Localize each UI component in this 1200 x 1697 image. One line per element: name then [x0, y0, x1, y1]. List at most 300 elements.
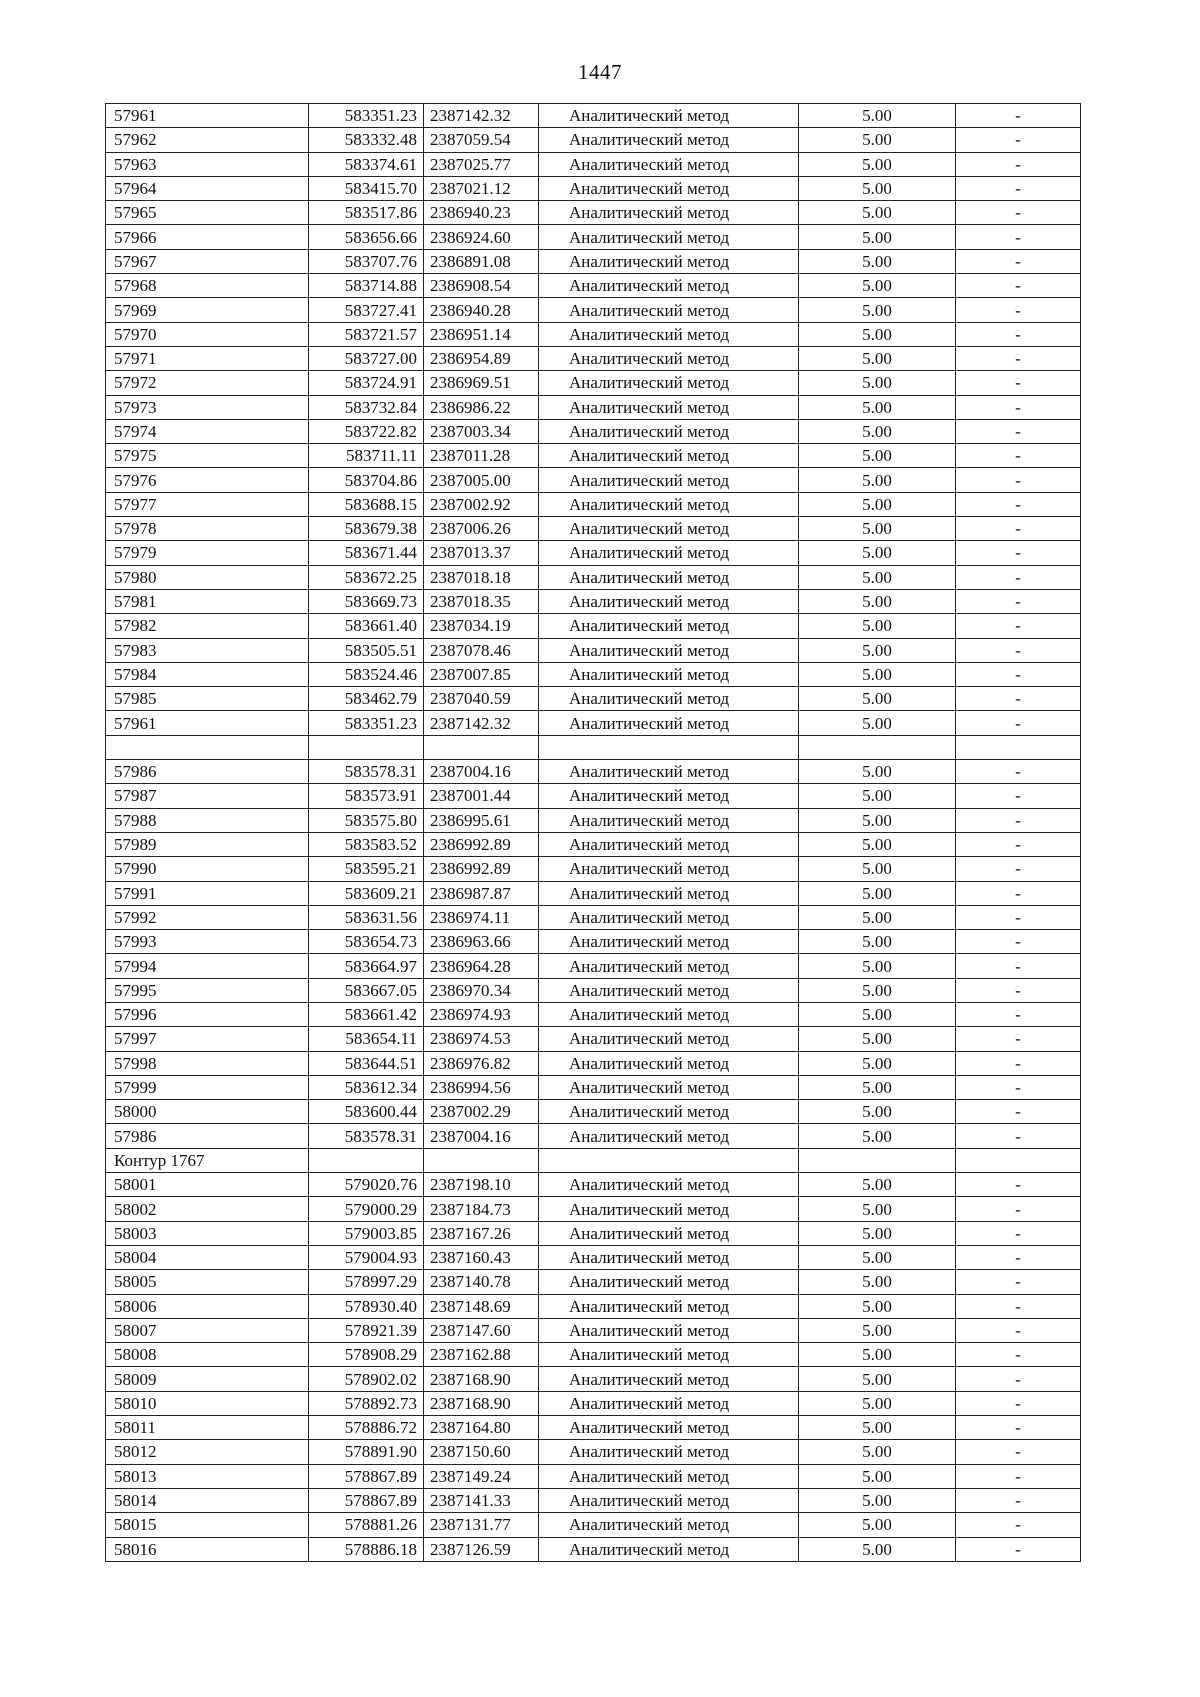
y-coordinate-cell: 2386976.82 — [424, 1051, 539, 1075]
point-id-cell: 57996 — [106, 1002, 309, 1026]
x-coordinate-cell: 583679.38 — [309, 517, 424, 541]
method-cell: Аналитический метод — [539, 565, 799, 589]
method-cell: Аналитический метод — [539, 1367, 799, 1391]
accuracy-cell: 5.00 — [799, 517, 956, 541]
x-coordinate-cell: 578930.40 — [309, 1294, 424, 1318]
point-id-cell: 57986 — [106, 1124, 309, 1148]
y-coordinate-cell: 2387160.43 — [424, 1245, 539, 1269]
method-cell: Аналитический метод — [539, 930, 799, 954]
accuracy-cell: 5.00 — [799, 1002, 956, 1026]
point-id-cell: 57965 — [106, 201, 309, 225]
point-id-cell: 57978 — [106, 517, 309, 541]
method-cell: Аналитический метод — [539, 1245, 799, 1269]
method-cell: Аналитический метод — [539, 1416, 799, 1440]
table-row — [106, 1318, 1081, 1342]
y-coordinate-cell: 2387131.77 — [424, 1513, 539, 1537]
y-coordinate-cell: 2386974.93 — [424, 1002, 539, 1026]
method-cell: Аналитический метод — [539, 905, 799, 929]
point-id-cell: 57964 — [106, 176, 309, 200]
accuracy-cell: 5.00 — [799, 808, 956, 832]
point-id-cell: 58014 — [106, 1488, 309, 1512]
x-coordinate-cell: 583351.23 — [309, 104, 424, 128]
y-coordinate-cell: 2387034.19 — [424, 614, 539, 638]
description-cell: - — [956, 1075, 1081, 1099]
x-coordinate-cell: 583524.46 — [309, 662, 424, 686]
accuracy-cell: 5.00 — [799, 1416, 956, 1440]
method-cell: Аналитический метод — [539, 857, 799, 881]
y-coordinate-cell: 2387005.00 — [424, 468, 539, 492]
point-id-cell: 57973 — [106, 395, 309, 419]
method-cell: Аналитический метод — [539, 1173, 799, 1197]
method-cell: Аналитический метод — [539, 1075, 799, 1099]
method-cell: Аналитический метод — [539, 808, 799, 832]
accuracy-cell: 5.00 — [799, 444, 956, 468]
description-cell: - — [956, 1270, 1081, 1294]
accuracy-cell: 5.00 — [799, 371, 956, 395]
x-coordinate-cell: 583671.44 — [309, 541, 424, 565]
table-row — [106, 930, 1081, 954]
x-coordinate-cell: 583727.00 — [309, 346, 424, 370]
method-cell: Аналитический метод — [539, 298, 799, 322]
y-coordinate-cell: 2387149.24 — [424, 1464, 539, 1488]
description-cell: - — [956, 225, 1081, 249]
table-row — [106, 1197, 1081, 1221]
y-coordinate-cell: 2387004.16 — [424, 760, 539, 784]
y-coordinate-cell: 2386994.56 — [424, 1075, 539, 1099]
description-cell: - — [956, 128, 1081, 152]
method-cell: Аналитический метод — [539, 881, 799, 905]
x-coordinate-cell: 583688.15 — [309, 492, 424, 516]
method-cell: Аналитический метод — [539, 978, 799, 1002]
method-cell: Аналитический метод — [539, 1391, 799, 1415]
point-id-cell: 58005 — [106, 1270, 309, 1294]
description-cell: - — [956, 614, 1081, 638]
description-cell — [956, 735, 1081, 759]
method-cell: Аналитический метод — [539, 517, 799, 541]
x-coordinate-cell: 583661.40 — [309, 614, 424, 638]
method-cell: Аналитический метод — [539, 1221, 799, 1245]
y-coordinate-cell: 2386969.51 — [424, 371, 539, 395]
table-row — [106, 298, 1081, 322]
y-coordinate-cell: 2387002.29 — [424, 1100, 539, 1124]
x-coordinate-cell: 583575.80 — [309, 808, 424, 832]
method-cell: Аналитический метод — [539, 225, 799, 249]
table-row — [106, 614, 1081, 638]
coordinates-table — [105, 103, 1081, 1562]
x-coordinate-cell: 583654.73 — [309, 930, 424, 954]
description-cell: - — [956, 1488, 1081, 1512]
method-cell: Аналитический метод — [539, 395, 799, 419]
point-id-cell: 57989 — [106, 832, 309, 856]
blank-row — [106, 735, 1081, 759]
point-id-cell: 57969 — [106, 298, 309, 322]
x-coordinate-cell: 583656.66 — [309, 225, 424, 249]
table-row — [106, 128, 1081, 152]
method-cell: Аналитический метод — [539, 322, 799, 346]
method-cell: Аналитический метод — [539, 468, 799, 492]
point-id-cell: 57979 — [106, 541, 309, 565]
x-coordinate-cell: 578867.89 — [309, 1464, 424, 1488]
description-cell: - — [956, 832, 1081, 856]
description-cell: - — [956, 881, 1081, 905]
table-row — [106, 176, 1081, 200]
accuracy-cell: 5.00 — [799, 346, 956, 370]
accuracy-cell: 5.00 — [799, 784, 956, 808]
table-row — [106, 322, 1081, 346]
x-coordinate-cell: 583631.56 — [309, 905, 424, 929]
description-cell: - — [956, 1416, 1081, 1440]
accuracy-cell: 5.00 — [799, 152, 956, 176]
y-coordinate-cell: 2387168.90 — [424, 1391, 539, 1415]
description-cell: - — [956, 346, 1081, 370]
x-coordinate-cell: 583669.73 — [309, 589, 424, 613]
description-cell: - — [956, 492, 1081, 516]
method-cell: Аналитический метод — [539, 1100, 799, 1124]
description-cell: - — [956, 638, 1081, 662]
method-cell: Аналитический метод — [539, 201, 799, 225]
x-coordinate-cell: 578902.02 — [309, 1367, 424, 1391]
method-cell: Аналитический метод — [539, 128, 799, 152]
description-cell: - — [956, 687, 1081, 711]
table-row — [106, 760, 1081, 784]
y-coordinate-cell: 2387018.18 — [424, 565, 539, 589]
point-id-cell: 57985 — [106, 687, 309, 711]
point-id-cell: 58011 — [106, 1416, 309, 1440]
table-row — [106, 346, 1081, 370]
description-cell: - — [956, 541, 1081, 565]
y-coordinate-cell: 2387147.60 — [424, 1318, 539, 1342]
table-row — [106, 468, 1081, 492]
accuracy-cell: 5.00 — [799, 1100, 956, 1124]
description-cell: - — [956, 1440, 1081, 1464]
description-cell: - — [956, 395, 1081, 419]
description-cell: - — [956, 1318, 1081, 1342]
description-cell: - — [956, 1051, 1081, 1075]
method-cell: Аналитический метод — [539, 152, 799, 176]
x-coordinate-cell: 583722.82 — [309, 419, 424, 443]
accuracy-cell: 5.00 — [799, 589, 956, 613]
point-id-cell: 57983 — [106, 638, 309, 662]
accuracy-cell: 5.00 — [799, 1173, 956, 1197]
description-cell: - — [956, 104, 1081, 128]
method-cell: Аналитический метод — [539, 1464, 799, 1488]
description-cell: - — [956, 905, 1081, 929]
table-row — [106, 1245, 1081, 1269]
y-coordinate-cell: 2386970.34 — [424, 978, 539, 1002]
method-cell: Аналитический метод — [539, 832, 799, 856]
y-coordinate-cell: 2386992.89 — [424, 857, 539, 881]
x-coordinate-cell: 583711.11 — [309, 444, 424, 468]
description-cell: - — [956, 274, 1081, 298]
accuracy-cell: 5.00 — [799, 565, 956, 589]
accuracy-cell: 5.00 — [799, 201, 956, 225]
accuracy-cell: 5.00 — [799, 662, 956, 686]
method-cell: Аналитический метод — [539, 1270, 799, 1294]
x-coordinate-cell: 583583.52 — [309, 832, 424, 856]
y-coordinate-cell — [424, 1148, 539, 1172]
method-cell: Аналитический метод — [539, 1027, 799, 1051]
table-row — [106, 1173, 1081, 1197]
accuracy-cell: 5.00 — [799, 930, 956, 954]
description-cell: - — [956, 857, 1081, 881]
description-cell: - — [956, 1124, 1081, 1148]
description-cell: - — [956, 371, 1081, 395]
y-coordinate-cell: 2387013.37 — [424, 541, 539, 565]
accuracy-cell: 5.00 — [799, 1197, 956, 1221]
y-coordinate-cell: 2387126.59 — [424, 1537, 539, 1561]
table-row — [106, 517, 1081, 541]
table-row — [106, 954, 1081, 978]
x-coordinate-cell: 583609.21 — [309, 881, 424, 905]
point-id-cell: 58010 — [106, 1391, 309, 1415]
x-coordinate-cell: 578867.89 — [309, 1488, 424, 1512]
accuracy-cell: 5.00 — [799, 274, 956, 298]
y-coordinate-cell: 2387007.85 — [424, 662, 539, 686]
description-cell: - — [956, 201, 1081, 225]
accuracy-cell: 5.00 — [799, 395, 956, 419]
y-coordinate-cell: 2387002.92 — [424, 492, 539, 516]
description-cell: - — [956, 930, 1081, 954]
point-id-cell: 57972 — [106, 371, 309, 395]
accuracy-cell: 5.00 — [799, 1488, 956, 1512]
description-cell: - — [956, 419, 1081, 443]
accuracy-cell: 5.00 — [799, 492, 956, 516]
point-id-cell: 57991 — [106, 881, 309, 905]
point-id-cell: 57974 — [106, 419, 309, 443]
x-coordinate-cell: 578886.18 — [309, 1537, 424, 1561]
x-coordinate-cell: 583332.48 — [309, 128, 424, 152]
y-coordinate-cell: 2386908.54 — [424, 274, 539, 298]
accuracy-cell — [799, 1148, 956, 1172]
accuracy-cell: 5.00 — [799, 1270, 956, 1294]
method-cell: Аналитический метод — [539, 1440, 799, 1464]
y-coordinate-cell: 2387006.26 — [424, 517, 539, 541]
table-row — [106, 711, 1081, 735]
accuracy-cell: 5.00 — [799, 687, 956, 711]
accuracy-cell: 5.00 — [799, 225, 956, 249]
method-cell: Аналитический метод — [539, 1124, 799, 1148]
accuracy-cell: 5.00 — [799, 249, 956, 273]
x-coordinate-cell: 579003.85 — [309, 1221, 424, 1245]
x-coordinate-cell: 583644.51 — [309, 1051, 424, 1075]
table-row — [106, 1221, 1081, 1245]
table-row — [106, 978, 1081, 1002]
x-coordinate-cell: 583707.76 — [309, 249, 424, 273]
method-cell: Аналитический метод — [539, 1513, 799, 1537]
method-cell: Аналитический метод — [539, 1488, 799, 1512]
description-cell: - — [956, 1100, 1081, 1124]
y-coordinate-cell: 2387025.77 — [424, 152, 539, 176]
accuracy-cell: 5.00 — [799, 832, 956, 856]
table-row — [106, 1367, 1081, 1391]
method-cell: Аналитический метод — [539, 1343, 799, 1367]
point-id-cell: 58002 — [106, 1197, 309, 1221]
y-coordinate-cell: 2387018.35 — [424, 589, 539, 613]
table-row — [106, 1513, 1081, 1537]
x-coordinate-cell: 578921.39 — [309, 1318, 424, 1342]
description-cell: - — [956, 565, 1081, 589]
x-coordinate-cell: 579004.93 — [309, 1245, 424, 1269]
y-coordinate-cell: 2386974.11 — [424, 905, 539, 929]
description-cell: - — [956, 1173, 1081, 1197]
table-row — [106, 881, 1081, 905]
accuracy-cell: 5.00 — [799, 1513, 956, 1537]
y-coordinate-cell: 2386992.89 — [424, 832, 539, 856]
table-row — [106, 1391, 1081, 1415]
point-id-cell: 57968 — [106, 274, 309, 298]
method-cell — [539, 735, 799, 759]
x-coordinate-cell: 583667.05 — [309, 978, 424, 1002]
description-cell: - — [956, 1513, 1081, 1537]
x-coordinate-cell: 583732.84 — [309, 395, 424, 419]
description-cell: - — [956, 322, 1081, 346]
table-row — [106, 1270, 1081, 1294]
method-cell: Аналитический метод — [539, 662, 799, 686]
point-id-cell: 57967 — [106, 249, 309, 273]
description-cell: - — [956, 784, 1081, 808]
y-coordinate-cell: 2386987.87 — [424, 881, 539, 905]
x-coordinate-cell: 578997.29 — [309, 1270, 424, 1294]
description-cell: - — [956, 711, 1081, 735]
method-cell: Аналитический метод — [539, 760, 799, 784]
table-row — [106, 1075, 1081, 1099]
table-row — [106, 1002, 1081, 1026]
table-row — [106, 662, 1081, 686]
x-coordinate-cell: 583517.86 — [309, 201, 424, 225]
table-row — [106, 1537, 1081, 1561]
point-id-cell — [106, 735, 309, 759]
accuracy-cell: 5.00 — [799, 1051, 956, 1075]
accuracy-cell: 5.00 — [799, 1464, 956, 1488]
table-row — [106, 225, 1081, 249]
method-cell — [539, 1148, 799, 1172]
description-cell: - — [956, 249, 1081, 273]
point-id-cell: 57992 — [106, 905, 309, 929]
accuracy-cell: 5.00 — [799, 1124, 956, 1148]
accuracy-cell: 5.00 — [799, 1367, 956, 1391]
x-coordinate-cell: 578891.90 — [309, 1440, 424, 1464]
method-cell: Аналитический метод — [539, 1002, 799, 1026]
y-coordinate-cell: 2387140.78 — [424, 1270, 539, 1294]
method-cell: Аналитический метод — [539, 371, 799, 395]
point-id-cell: 58015 — [106, 1513, 309, 1537]
accuracy-cell: 5.00 — [799, 419, 956, 443]
table-row — [106, 152, 1081, 176]
table-row — [106, 1051, 1081, 1075]
x-coordinate-cell: 583721.57 — [309, 322, 424, 346]
y-coordinate-cell: 2387164.80 — [424, 1416, 539, 1440]
x-coordinate-cell: 578881.26 — [309, 1513, 424, 1537]
point-id-cell: 57998 — [106, 1051, 309, 1075]
accuracy-cell: 5.00 — [799, 905, 956, 929]
method-cell: Аналитический метод — [539, 104, 799, 128]
accuracy-cell: 5.00 — [799, 468, 956, 492]
point-id-cell: 58016 — [106, 1537, 309, 1561]
description-cell: - — [956, 1027, 1081, 1051]
point-id-cell: 57971 — [106, 346, 309, 370]
x-coordinate-cell: 583612.34 — [309, 1075, 424, 1099]
y-coordinate-cell: 2387141.33 — [424, 1488, 539, 1512]
accuracy-cell: 5.00 — [799, 1537, 956, 1561]
y-coordinate-cell: 2386951.14 — [424, 322, 539, 346]
table-row — [106, 808, 1081, 832]
x-coordinate-cell: 583714.88 — [309, 274, 424, 298]
method-cell: Аналитический метод — [539, 419, 799, 443]
accuracy-cell: 5.00 — [799, 541, 956, 565]
table-row — [106, 541, 1081, 565]
point-id-cell: 57970 — [106, 322, 309, 346]
point-id-cell: 57999 — [106, 1075, 309, 1099]
y-coordinate-cell: 2387059.54 — [424, 128, 539, 152]
description-cell: - — [956, 176, 1081, 200]
accuracy-cell: 5.00 — [799, 1294, 956, 1318]
method-cell: Аналитический метод — [539, 274, 799, 298]
method-cell: Аналитический метод — [539, 346, 799, 370]
table-row — [106, 419, 1081, 443]
point-id-cell: 58008 — [106, 1343, 309, 1367]
method-cell: Аналитический метод — [539, 444, 799, 468]
description-cell: - — [956, 1294, 1081, 1318]
y-coordinate-cell: 2386963.66 — [424, 930, 539, 954]
point-id-cell: 57981 — [106, 589, 309, 613]
accuracy-cell: 5.00 — [799, 954, 956, 978]
method-cell: Аналитический метод — [539, 492, 799, 516]
accuracy-cell: 5.00 — [799, 638, 956, 662]
point-id-cell: 57975 — [106, 444, 309, 468]
point-id-cell: 57980 — [106, 565, 309, 589]
y-coordinate-cell: 2387150.60 — [424, 1440, 539, 1464]
table-row — [106, 638, 1081, 662]
table-row — [106, 687, 1081, 711]
y-coordinate-cell: 2387142.32 — [424, 104, 539, 128]
table-row — [106, 832, 1081, 856]
point-id-cell: 57995 — [106, 978, 309, 1002]
point-id-cell: 57963 — [106, 152, 309, 176]
table-row — [106, 1440, 1081, 1464]
method-cell: Аналитический метод — [539, 687, 799, 711]
point-id-cell: 57961 — [106, 711, 309, 735]
description-cell: - — [956, 1537, 1081, 1561]
accuracy-cell: 5.00 — [799, 760, 956, 784]
method-cell: Аналитический метод — [539, 1318, 799, 1342]
accuracy-cell: 5.00 — [799, 1221, 956, 1245]
table-row — [106, 1343, 1081, 1367]
accuracy-cell: 5.00 — [799, 298, 956, 322]
y-coordinate-cell: 2386940.28 — [424, 298, 539, 322]
description-cell: - — [956, 444, 1081, 468]
x-coordinate-cell: 578892.73 — [309, 1391, 424, 1415]
y-coordinate-cell: 2387148.69 — [424, 1294, 539, 1318]
x-coordinate-cell: 583724.91 — [309, 371, 424, 395]
accuracy-cell: 5.00 — [799, 614, 956, 638]
table-row — [106, 104, 1081, 128]
accuracy-cell: 5.00 — [799, 1245, 956, 1269]
table-row — [106, 201, 1081, 225]
y-coordinate-cell: 2387162.88 — [424, 1343, 539, 1367]
point-id-cell: 57961 — [106, 104, 309, 128]
description-cell — [956, 1148, 1081, 1172]
method-cell: Аналитический метод — [539, 1051, 799, 1075]
y-coordinate-cell: 2387003.34 — [424, 419, 539, 443]
y-coordinate-cell: 2386954.89 — [424, 346, 539, 370]
x-coordinate-cell: 583573.91 — [309, 784, 424, 808]
y-coordinate-cell: 2386924.60 — [424, 225, 539, 249]
point-id-cell: 57986 — [106, 760, 309, 784]
table-row — [106, 1294, 1081, 1318]
x-coordinate-cell: 583664.97 — [309, 954, 424, 978]
method-cell: Аналитический метод — [539, 784, 799, 808]
accuracy-cell: 5.00 — [799, 978, 956, 1002]
